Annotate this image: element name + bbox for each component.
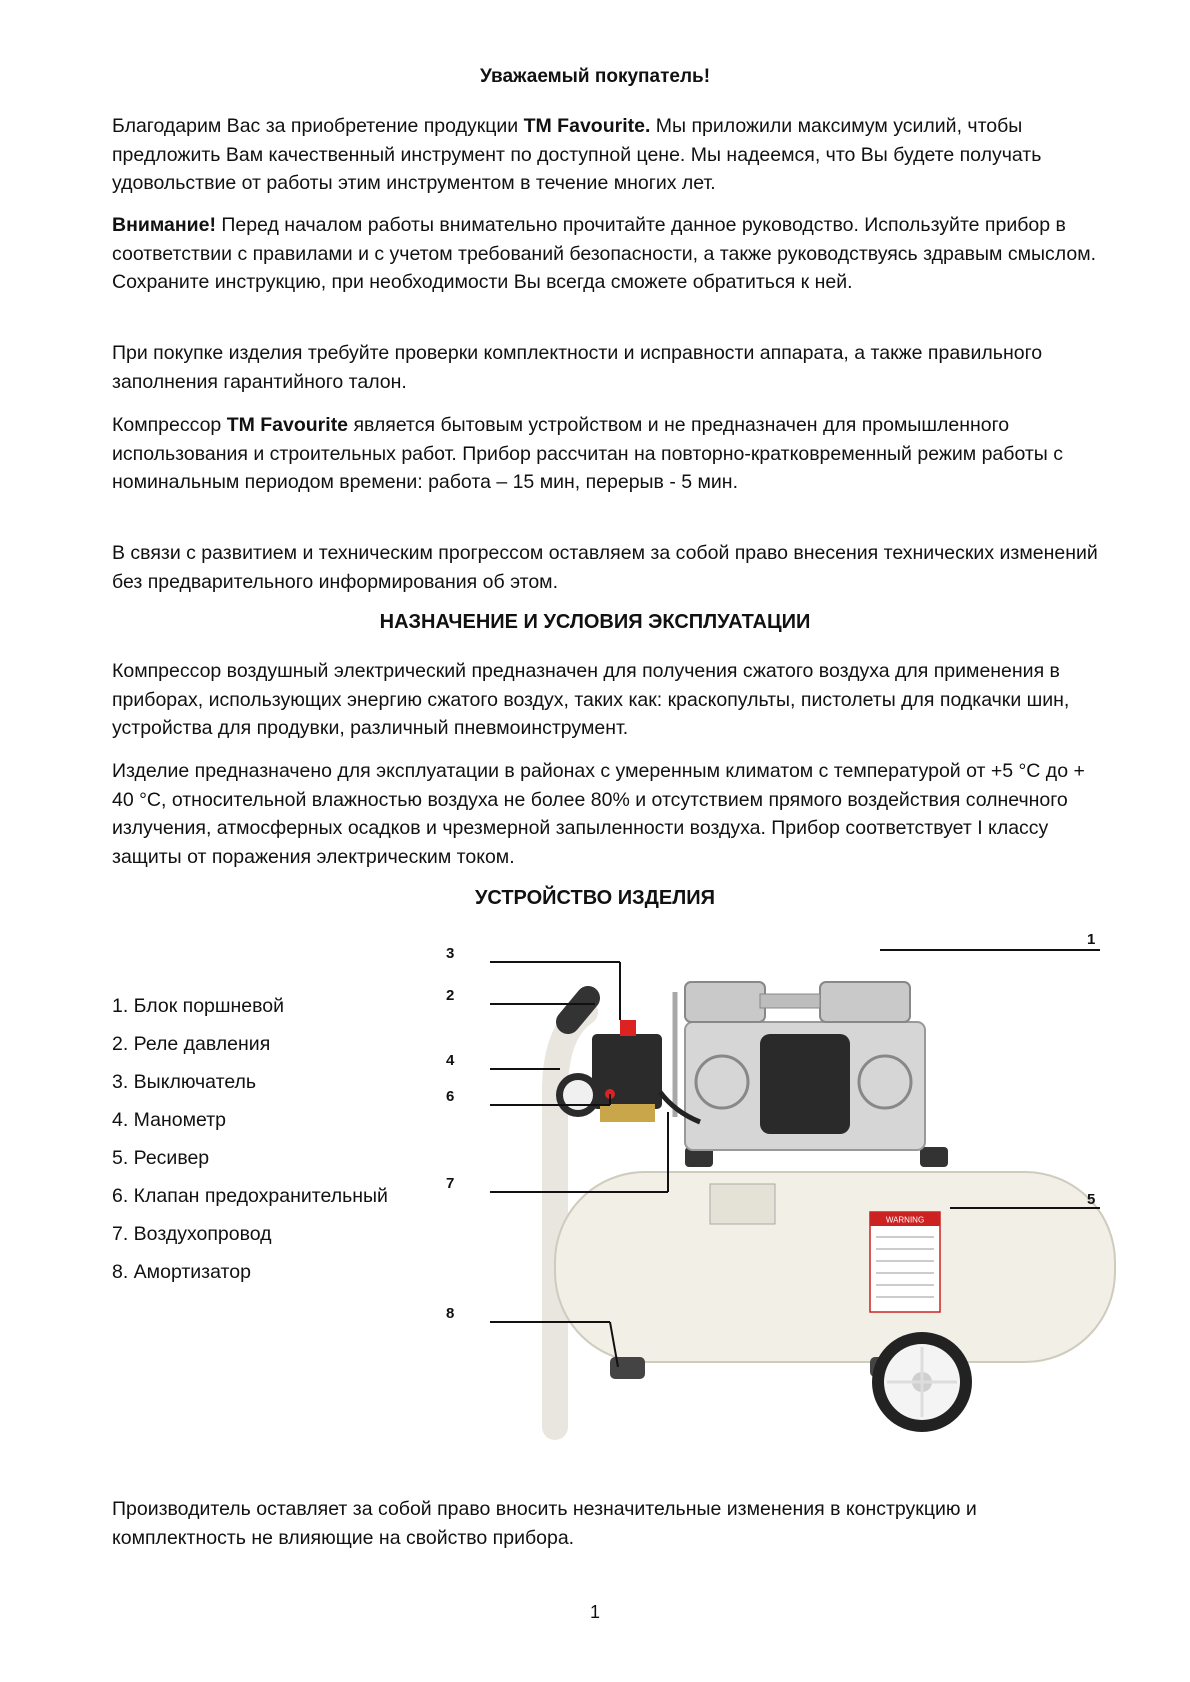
- power-switch: [620, 1020, 636, 1036]
- warning-label: Внимание!: [112, 214, 216, 236]
- purchase-paragraph: При покупке изделия требуйте проверки комплектности и исправности аппарата, а также правильного заполнения гарантийного талон.: [112, 342, 1043, 393]
- callout-number: 2: [446, 987, 455, 1004]
- parts-list-item: 5. Ресивер: [112, 1147, 210, 1169]
- footer-note: Производитель оставляет за собой право вносить незначительные изменения в конструкцию и комплектность не влияющие на свойство прибора.: [112, 1498, 977, 1549]
- changes-paragraph: В связи с развитием и техническим прогрессом оставляем за собой право внесения технических изменений без предварительного информирования об этом.: [112, 542, 1098, 593]
- purpose-paragraph-2: Изделие предназначено для эксплуатации в районах с умеренным климатом с температурой от +5 °С до + 40 °С, относительной влажностью воздуха не более 80% и отсутствием прямого воздействия солнечного излучения, атмосферных осадков и чрезмерной запыленности воздуха. Прибор соответствует I классу защиты от поражения электрическим током.: [112, 760, 1085, 868]
- callout-number: 5: [1087, 1191, 1096, 1208]
- greeting-title: Уважаемый покупатель!: [479, 66, 711, 87]
- compressor-diagram: [446, 931, 1120, 1447]
- parts-list-item: 3. Выключатель: [112, 1071, 257, 1093]
- handle-grip: [568, 998, 588, 1022]
- pump-mount: [920, 1147, 948, 1167]
- warning-paragraph: [112, 211, 1102, 297]
- usage-text: является бытовым устройством и не предназначен для промышленного использования и строительных работ. Прибор рассчитан на повторно-кратковременный режим работы с номинальным периодом времени: работа – 15 мин, перерыв - 5 мин.: [112, 414, 1063, 493]
- parts-list-item: 6. Клапан предохранительный: [112, 1185, 388, 1207]
- pressure-relay: [592, 1034, 662, 1109]
- brand-name: ТМ Favourite.: [523, 115, 651, 137]
- parts-list-item: 4. Манометр: [112, 1109, 226, 1131]
- callout-number: 3: [446, 945, 455, 962]
- warning-text: Перед началом работы внимательно прочитайте данное руководство. Используйте прибор в соответствии с правилами и с учетом требований безопасности, а также руководствуясь здравым смыслом. Сохраните инструкцию, при необходимости Вы всегда сможете обратиться к ней.: [112, 214, 1097, 293]
- parts-list-item: 7. Воздухопровод: [112, 1223, 272, 1245]
- intro-text: Мы приложили максимум усилий, чтобы предложить Вам качественный инструмент по доступной цене. Мы надеемся, что Вы будете получать удовольствие от работы этим инструментом в течение многих лет.: [112, 115, 1042, 194]
- callout-number: 7: [446, 1175, 455, 1192]
- brand-name: ТМ Favourite: [226, 414, 349, 436]
- callout-number: 6: [446, 1088, 455, 1105]
- parts-list-item: 1. Блок поршневой: [112, 995, 285, 1017]
- purpose-paragraph-1: Компрессор воздушный электрический предназначен для получения сжатого воздуха для применения в приборах, использующих энергию сжатого воздух, таких как: краскопульты, пистолеты для подкачки шин, устройства для продувки, различный пневмоинструмент.: [112, 660, 1070, 739]
- usage-text: Компрессор: [112, 414, 227, 436]
- intro-paragraph-1: [112, 112, 1102, 198]
- parts-list-item: 8. Амортизатор: [112, 1261, 251, 1283]
- shock-absorber: [610, 1357, 645, 1379]
- tank-label-plate: [710, 1184, 775, 1224]
- callout-number: 8: [446, 1305, 455, 1322]
- receiver-tank: [555, 1172, 1115, 1362]
- intro-text: Благодарим Вас за приобретение продукции: [112, 115, 524, 137]
- device-heading: УСТРОЙСТВО ИЗДЕЛИЯ: [474, 887, 716, 909]
- wheel: [872, 1332, 972, 1432]
- purpose-heading: НАЗНАЧЕНИЕ И УСЛОВИЯ ЭКСПЛУАТАЦИИ: [379, 611, 811, 633]
- callout-number: 1: [1087, 931, 1096, 948]
- page-number: 1: [589, 1602, 600, 1622]
- manifold: [600, 1104, 655, 1122]
- warning-label: [870, 1212, 940, 1312]
- warning-label-text: WARNING: [885, 1215, 925, 1225]
- parts-list-item: 2. Реле давления: [112, 1033, 271, 1055]
- callout-number: 4: [446, 1052, 455, 1069]
- piston-block: [675, 982, 925, 1150]
- parts-list: [112, 987, 388, 1291]
- usage-paragraph: [112, 411, 1102, 497]
